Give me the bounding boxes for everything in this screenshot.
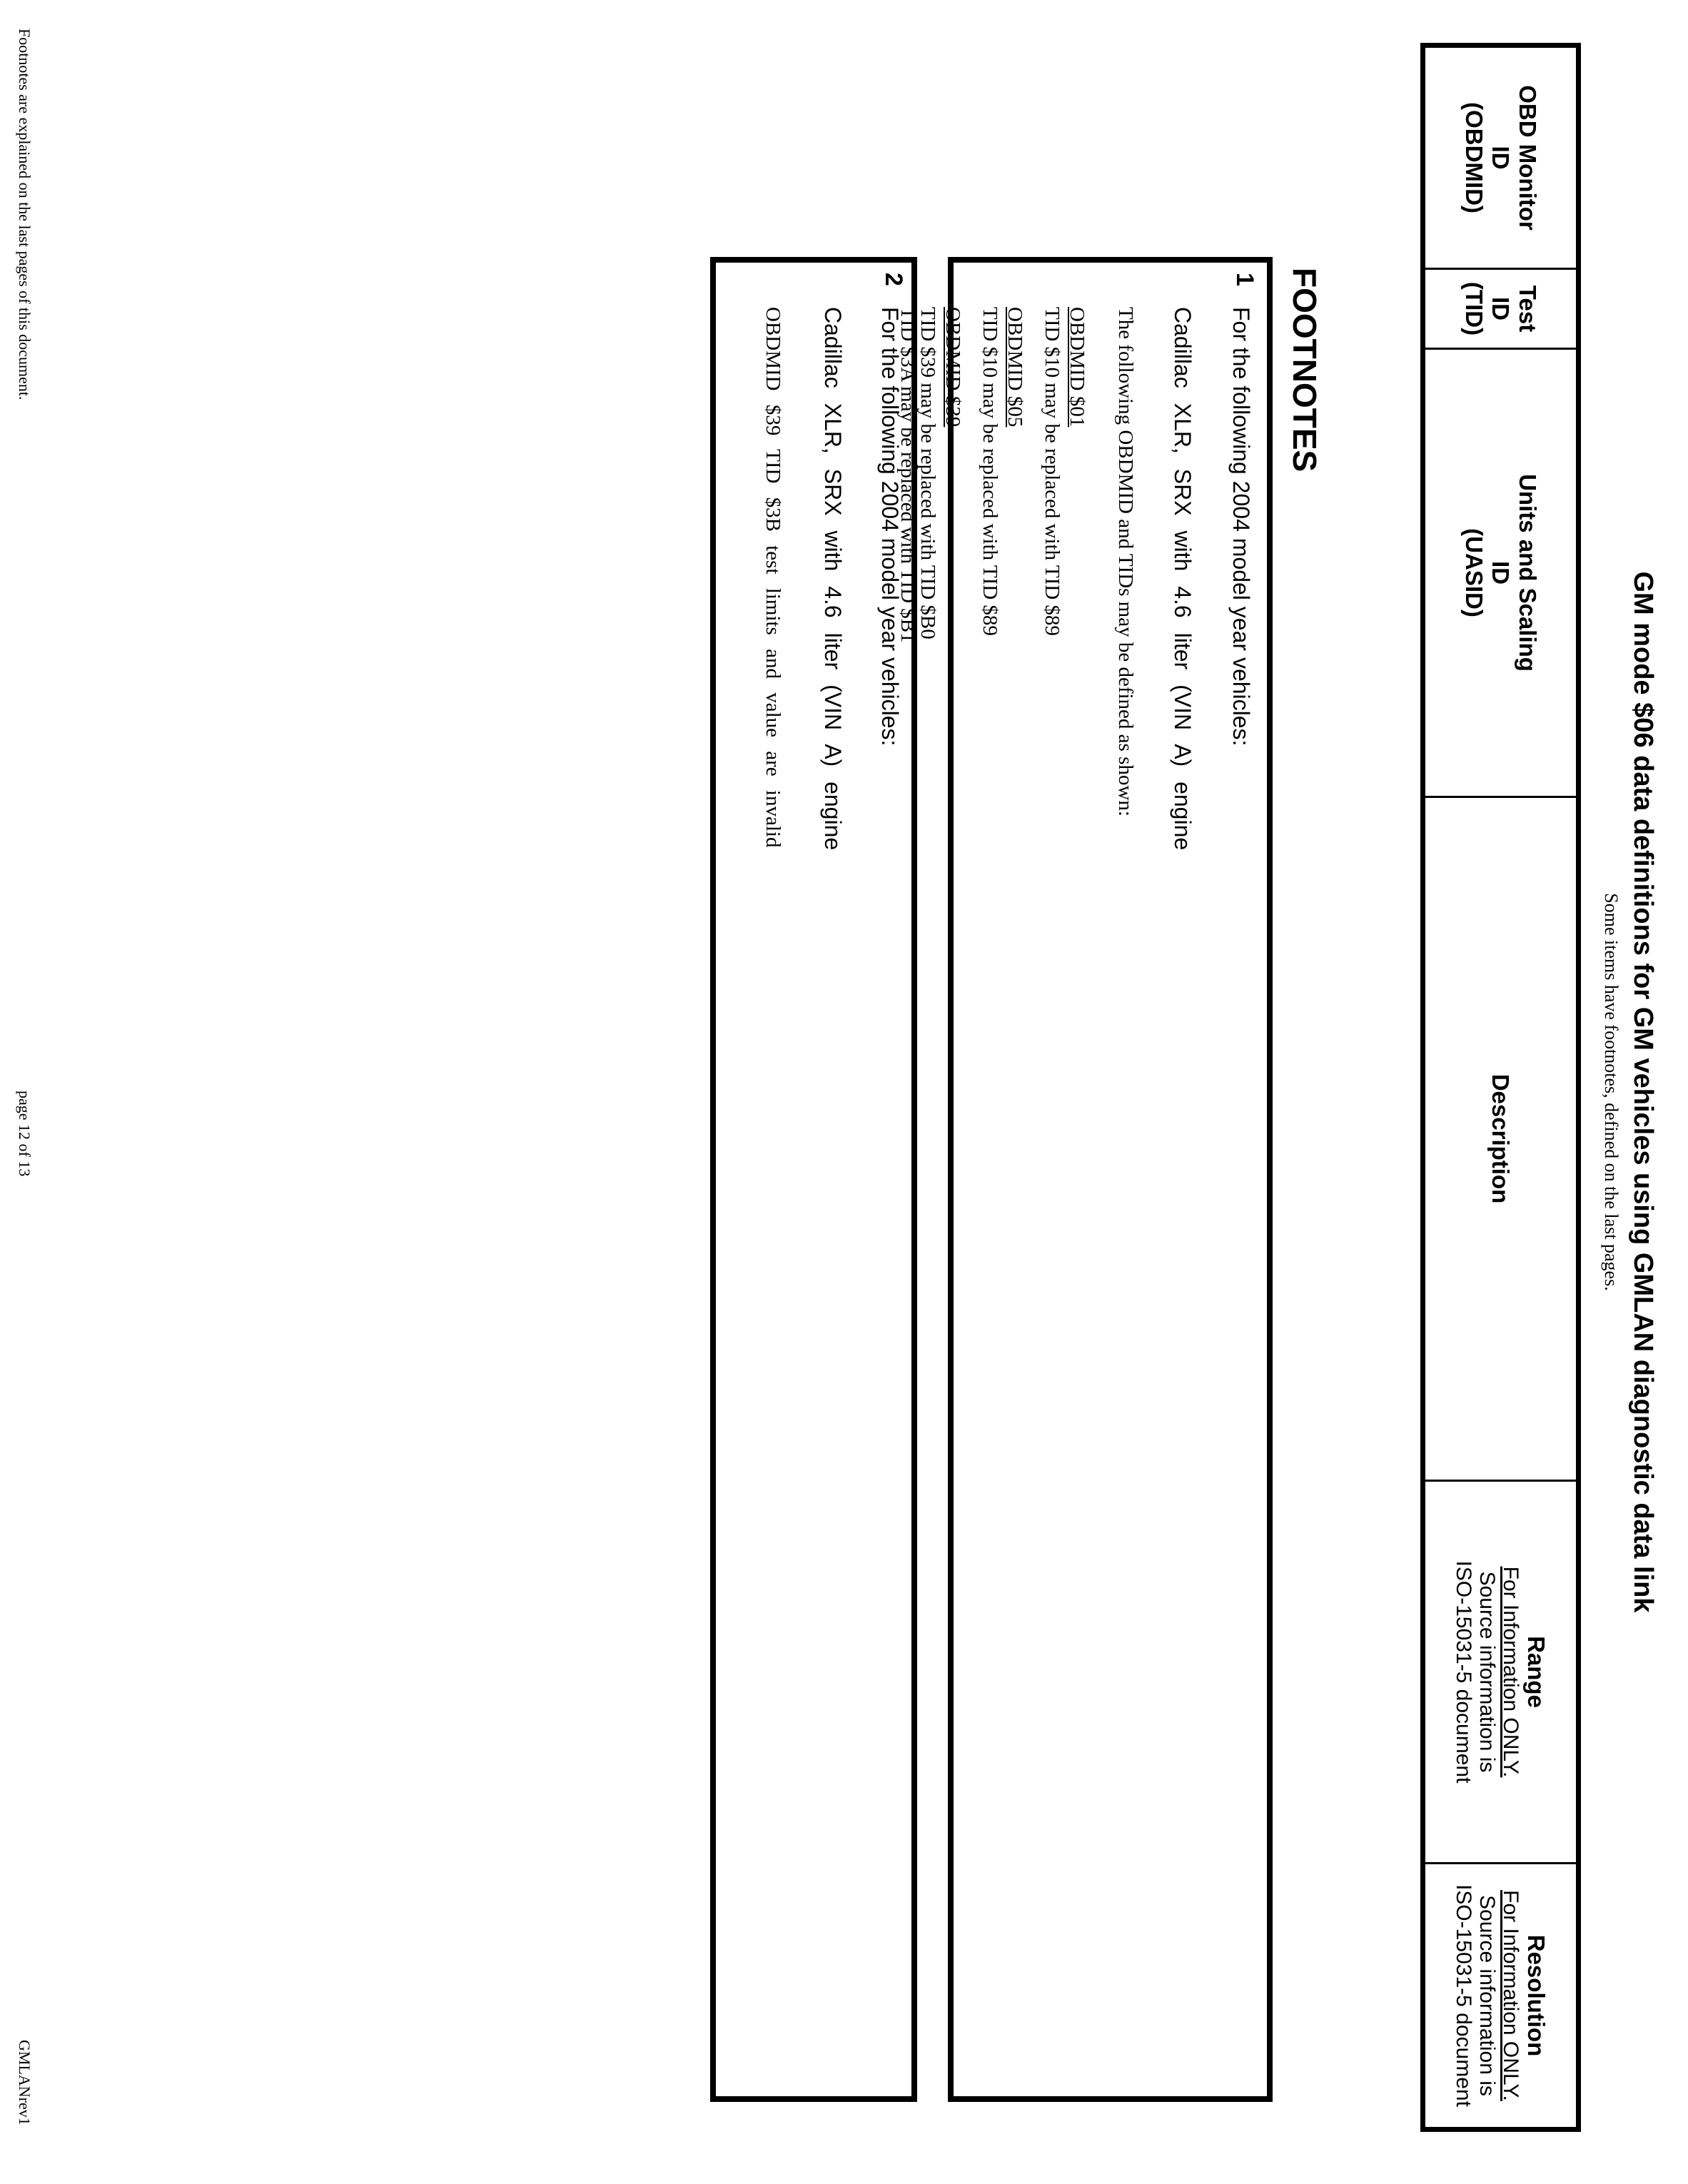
header-resolution-note-1: For Information ONLY. bbox=[1499, 1890, 1523, 2101]
header-tid-line-2: ID bbox=[1487, 297, 1515, 320]
header-range bbox=[1423, 1481, 1579, 1864]
footnote-line: OBDMID $39 TID $3B test limits and value are invalid bbox=[762, 307, 784, 848]
header-resolution-note-2: Source information is bbox=[1475, 1895, 1500, 2096]
footnote-line: OBDMID $05 bbox=[1004, 307, 1026, 428]
header-tid-line-1: Test bbox=[1515, 285, 1542, 333]
header-resolution bbox=[1423, 1864, 1579, 2130]
column-header-table bbox=[1420, 43, 1581, 2132]
footnote-number: 1 bbox=[1231, 273, 1258, 286]
footnote-line: Cadillac XLR, SRX with 4.6 liter (VIN A) engine bbox=[820, 307, 846, 851]
header-resolution-label: Resolution bbox=[1522, 1934, 1550, 2057]
header-description-label: Description bbox=[1487, 1073, 1515, 1204]
footnote-line: Cadillac XLR, SRX with 4.6 liter (VIN A) engine bbox=[1170, 307, 1196, 851]
header-resolution-note-3: ISO-15031-5 document bbox=[1452, 1884, 1476, 2107]
page-number: page 12 of 13 bbox=[16, 1091, 34, 1177]
document-subtitle: Some items have footnotes, defined on the last pages. bbox=[1601, 893, 1622, 1291]
header-range-label: Range bbox=[1522, 1636, 1550, 1708]
footnote-line: TID $39 may be replaced with TID $B0 bbox=[916, 307, 939, 639]
header-uasid bbox=[1423, 349, 1579, 797]
footnote-line: OBDMID $01 bbox=[1066, 307, 1088, 428]
header-tid-line-3: (TID) bbox=[1460, 281, 1487, 336]
header-uasid-line-3: (UASID) bbox=[1460, 528, 1487, 617]
footer-note: Footnotes are explained on the last pages of this document. bbox=[16, 29, 34, 400]
footnote-line: For the following 2004 model year vehicles: bbox=[1228, 307, 1254, 747]
footnote-line: TID $10 may be replaced with TID $89 bbox=[979, 307, 1001, 636]
header-uasid-line-2: ID bbox=[1487, 561, 1515, 585]
footnote-line: For the following 2004 model year vehicles: bbox=[877, 307, 903, 747]
footnote-number: 2 bbox=[880, 273, 907, 286]
header-obdmid bbox=[1423, 46, 1579, 269]
header-range-note-3: ISO-15031-5 document bbox=[1452, 1560, 1476, 1784]
header-range-note-1: For Information ONLY. bbox=[1499, 1566, 1523, 1778]
footnote-box-1 bbox=[896, 257, 1273, 2102]
header-description bbox=[1423, 797, 1579, 1481]
document-revision: GMLANrev1 bbox=[16, 2040, 34, 2125]
header-obdmid-line-3: (OBDMID) bbox=[1460, 102, 1487, 213]
header-tid bbox=[1423, 269, 1579, 349]
footnote-line: TID $3A may be replaced with TID $B1 bbox=[896, 307, 919, 643]
header-obdmid-line-2: ID bbox=[1487, 146, 1515, 170]
header-range-note-2: Source information is bbox=[1475, 1571, 1500, 1773]
header-obdmid-line-1: OBD Monitor bbox=[1515, 85, 1542, 231]
header-uasid-line-1: Units and Scaling bbox=[1515, 474, 1542, 672]
footnote-line: TID $10 may be replaced with TID $89 bbox=[1041, 307, 1063, 636]
document-title: GM mode $06 data definitions for GM vehicles using GMLAN diagnostic data link bbox=[1628, 571, 1658, 1613]
footnote-box-2 bbox=[710, 257, 917, 2102]
footnotes-heading: FOOTNOTES bbox=[1286, 268, 1323, 472]
footnote-line: OBDMID $39 bbox=[941, 307, 964, 428]
footnote-line: The following OBDMID and TIDs may be defined as shown: bbox=[1114, 307, 1137, 817]
